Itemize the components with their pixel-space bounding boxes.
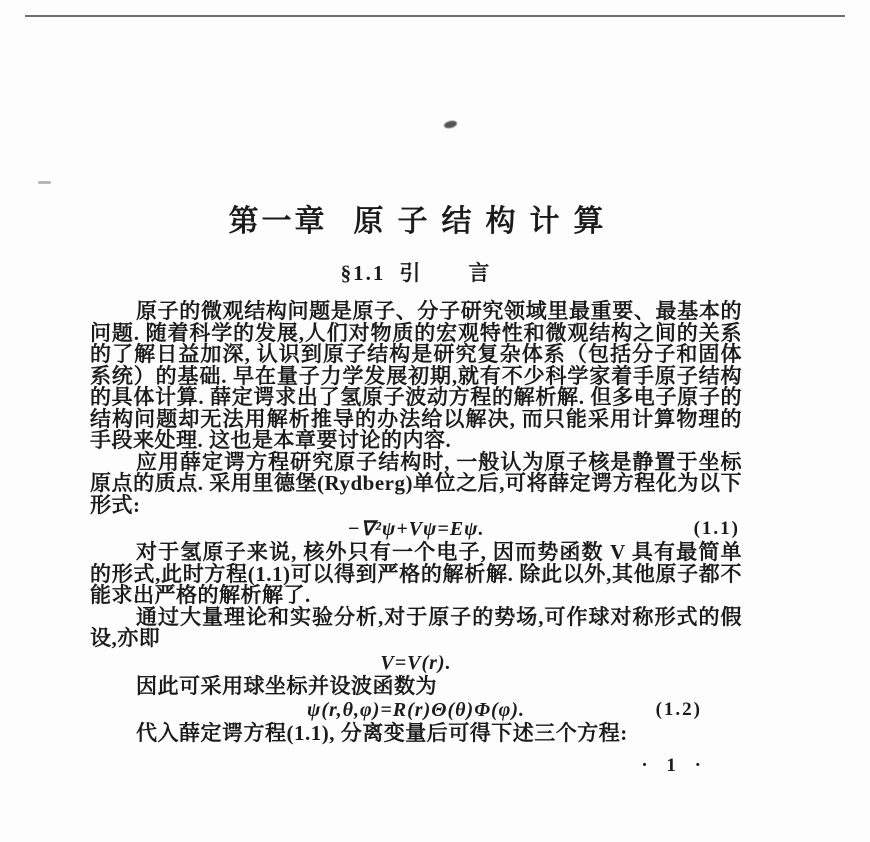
equation-1-2-label: (1.2) (655, 699, 702, 720)
section-title-text: 引 言 (399, 261, 492, 285)
page-number: · 1 · (641, 754, 708, 776)
equation-1-1-label: (1.1) (693, 518, 740, 539)
chapter-title (90, 205, 742, 239)
page-top-edge-line (25, 15, 845, 17)
equation-1-2-row (90, 698, 742, 722)
paragraph-spherical-assumption: 通过大量理论和实验分析,对于原子的势场,可作球对称形式的假设,亦即 (90, 604, 742, 650)
section-number: §1.1 (340, 261, 386, 285)
chapter-number-label: 第一章 (228, 205, 328, 238)
paragraph-schrodinger-setup: 应用薛定谔方程研究原子结构时, 一般认为原子核是静置于坐标原点的质点. 采用里德堡(Rydberg)单位之后,可将薛定谔方程化为以下形式: (90, 449, 742, 517)
paragraph-hydrogen: 对于氢原子来说, 核外只有一个电子, 因而势函数 V 具有最简单的形式,此时方程(1.1)可以得到严格的解析解. 除此以外,其他原子都不能求出严格的解析解了. (90, 540, 742, 607)
equation-1-1-row (90, 517, 742, 541)
paragraph-separation: 代入薛定谔方程(1.1), 分离变量后可得下述三个方程: (136, 721, 628, 745)
ink-speck-artifact (443, 120, 457, 130)
paragraph-intro: 原子的微观结构问题是原子、分子研究领域里最重要、最基本的问题. 随着科学的发展,人们对物质的宏观特性和微观结构之间的关系的了解日益加深, 认识到原子结构是研究复杂体系（包括分子和固体系统）的基础. 早在量子力学发展初期,就有不少科学家着手原子结构的具体计算. 薛定谔求出了氢原子波动方程的解析解. 但多电子原子的结构问题却无法用解析推导的办法给以解决, 而只能采用计算物理的手段来处理. 这也是本章要讨论的内容. (90, 299, 742, 452)
paragraph-wavefunction-intro: 因此可采用球坐标并设波函数为 (136, 673, 437, 698)
equation-potential-row (90, 651, 742, 675)
chapter-name-text: 原子结构计算 (353, 205, 618, 238)
page-content (90, 205, 742, 777)
equation-1-2-formula: ψ(r,θ,φ)=R(r)Θ(θ)Φ(φ). (306, 699, 526, 721)
equation-potential-formula: V=V(r). (380, 651, 452, 674)
equation-1-1-formula: −∇²ψ+Vψ=Eψ. (347, 518, 485, 540)
scan-dash-artifact (38, 181, 51, 184)
section-heading (90, 261, 742, 285)
